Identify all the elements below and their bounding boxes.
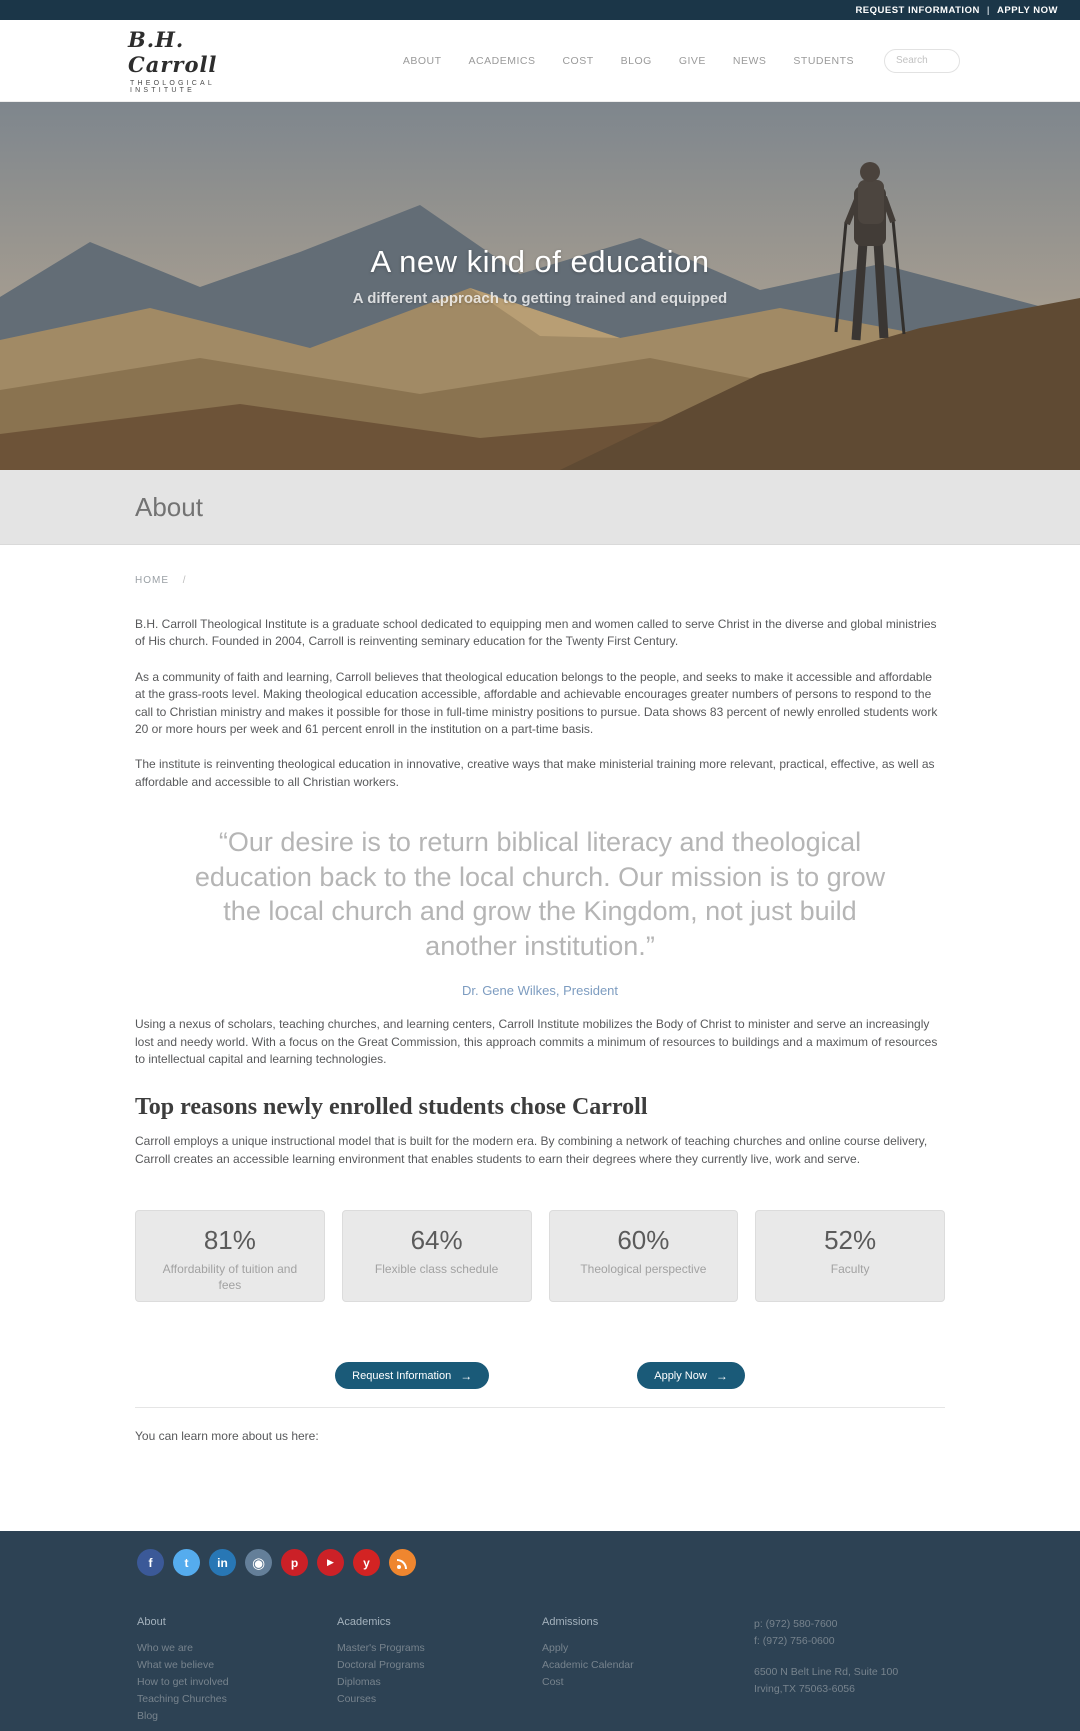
topbar <box>0 0 1080 20</box>
footer-link-academic-calendar[interactable]: Academic Calendar <box>542 1659 634 1671</box>
page-title-band <box>0 470 1080 545</box>
footer-column-about <box>137 1616 337 1725</box>
stat-card-schedule <box>342 1210 532 1302</box>
logo[interactable] <box>128 27 278 94</box>
quote-attribution[interactable]: Dr. Gene Wilkes, President <box>461 983 619 999</box>
stat-value: 52% <box>824 1225 877 1256</box>
footer-link-diplomas[interactable]: Diplomas <box>337 1676 381 1688</box>
topbar-divider: | <box>986 4 990 16</box>
intro-paragraph: B.H. Carroll Theological Institute is a graduate school dedicated to equipping men and women called to serve Christ in the diverse and global ministries of His church. Founded in 2004, Carroll is reinventing seminary education for the Twenty First Century. <box>135 617 937 649</box>
nav-blog[interactable]: BLOG <box>620 54 652 67</box>
button-label: Apply Now <box>654 1369 707 1382</box>
main-nav <box>403 55 854 67</box>
site-header <box>0 20 1080 102</box>
footer-address-line2: Irving,TX 75063-6056 <box>754 1683 855 1695</box>
hero-text-block <box>0 244 1080 307</box>
institute-paragraph: The institute is reinventing theological education in innovative, creative ways that make ministerial training more relevant, practical, effective, as well as affordable and accessible to all Christian workers. <box>135 757 935 789</box>
footer-link-what-we-believe[interactable]: What we believe <box>137 1659 215 1671</box>
nav-academics[interactable]: ACADEMICS <box>468 54 536 67</box>
footer-contact <box>754 1616 898 1725</box>
footer-link-teaching-churches[interactable]: Teaching Churches <box>137 1693 227 1705</box>
button-label: Request Information <box>352 1369 452 1382</box>
footer-link-masters-programs[interactable]: Master's Programs <box>337 1642 425 1654</box>
arrow-right-icon: → <box>460 1368 473 1383</box>
stat-label: Faculty <box>830 1262 870 1277</box>
rss-icon[interactable] <box>389 1549 416 1576</box>
stat-value: 81% <box>203 1225 256 1256</box>
instagram-glyph: ◉ <box>251 1554 266 1572</box>
stat-value: 60% <box>617 1225 670 1256</box>
footer-link-get-involved[interactable]: How to get involved <box>137 1676 229 1688</box>
reasons-heading: Top reasons newly enrolled students chose Carroll <box>135 1094 648 1121</box>
rss-glyph <box>389 1549 416 1576</box>
stats-row <box>135 1210 945 1302</box>
apply-now-link[interactable]: APPLY NOW <box>997 4 1058 16</box>
breadcrumb <box>135 545 945 586</box>
linkedin-icon[interactable]: in <box>209 1549 236 1576</box>
yelp-icon[interactable]: y <box>353 1549 380 1576</box>
footer-address-line1: 6500 N Belt Line Rd, Suite 100 <box>754 1666 899 1678</box>
footer-column-admissions <box>542 1616 754 1725</box>
hero-subtitle: A different approach to getting trained and equipped <box>352 290 728 307</box>
footer-link-apply[interactable]: Apply <box>542 1642 569 1654</box>
nav-about[interactable]: ABOUT <box>402 54 442 67</box>
page-title: About <box>135 491 203 522</box>
reasons-paragraph: Carroll employs a unique instructional model that is built for the modern era. By combining a network of teaching churches and online course delivery, Carroll creates an accessible learning environment that enables students to earn their degrees where they currently live, work and serve. <box>135 1134 928 1166</box>
section-divider <box>135 1407 945 1408</box>
footer-heading-about: About <box>137 1616 166 1628</box>
footer-columns <box>137 1616 1080 1725</box>
community-paragraph: As a community of faith and learning, Carroll believes that theological education belongs to the people, and seeks to make it accessible and affordable at the grass-roots level. Making theological education accessible, affordable and achievable encourages greater numbers of persons to respond to the call to Christian ministry and makes it possible for those in full-time ministry positions to pursue. Data shows 83 percent of newly enrolled students work 20 or more hours per week and 61 percent enroll in the institution on a part-time basis. <box>135 669 938 736</box>
cta-row <box>135 1362 945 1389</box>
stat-card-perspective <box>549 1210 739 1302</box>
nav-students[interactable]: STUDENTS <box>793 54 854 67</box>
hero-banner <box>0 102 1080 470</box>
nav-cost[interactable]: COST <box>562 54 594 67</box>
footer-link-courses[interactable]: Courses <box>337 1693 377 1705</box>
pinterest-icon[interactable]: p <box>281 1549 308 1576</box>
footer-heading-academics: Academics <box>337 1616 391 1628</box>
social-icons-row <box>137 1549 1080 1576</box>
apply-now-button[interactable] <box>637 1362 745 1389</box>
footer-link-cost[interactable]: Cost <box>542 1676 564 1688</box>
president-quote: “Our desire is to return biblical literacy and theological education back to the local church. Our mission is to grow the local church and grow the Kingdom, not just build another institution.” <box>194 827 886 961</box>
footer-heading-admissions: Admissions <box>542 1616 599 1628</box>
breadcrumb-separator: / <box>182 575 187 586</box>
footer-link-who-we-are[interactable]: Who we are <box>137 1642 194 1654</box>
nav-news[interactable]: NEWS <box>732 54 767 67</box>
search-input[interactable] <box>884 49 960 73</box>
stat-label: Theological perspective <box>580 1262 707 1277</box>
hero-title: A new kind of education <box>370 244 710 279</box>
site-footer <box>0 1531 1080 1731</box>
footer-link-blog[interactable]: Blog <box>137 1710 159 1722</box>
main-content <box>135 545 945 1531</box>
youtube-icon[interactable] <box>317 1549 344 1576</box>
arrow-right-icon: → <box>715 1368 728 1383</box>
logo-subtitle-text: THEOLOGICAL INSTITUTE <box>130 80 215 94</box>
twitter-icon[interactable]: t <box>173 1549 200 1576</box>
youtube-glyph: ▶ <box>327 1557 334 1567</box>
logo-script-text: B.H. Carroll <box>128 27 218 77</box>
stat-value: 64% <box>410 1225 463 1256</box>
request-information-link[interactable]: REQUEST INFORMATION <box>855 4 980 16</box>
stat-label: Flexible class schedule <box>374 1262 499 1277</box>
request-information-button[interactable] <box>335 1362 489 1389</box>
footer-fax: f: (972) 756-0600 <box>754 1635 835 1647</box>
breadcrumb-home-link[interactable]: HOME <box>135 575 169 586</box>
stat-card-faculty <box>755 1210 945 1302</box>
nav-give[interactable]: GIVE <box>678 54 706 67</box>
footer-link-doctoral-programs[interactable]: Doctoral Programs <box>337 1659 425 1671</box>
footer-column-academics <box>337 1616 542 1725</box>
learn-more-text: You can learn more about us here: <box>135 1429 319 1444</box>
instagram-icon[interactable] <box>245 1549 272 1576</box>
nexus-paragraph: Using a nexus of scholars, teaching churches, and learning centers, Carroll Institute mobilizes the Body of Christ to minister and serve an increasingly lost and needy world. With a focus on the Great Commission, this approach commits a minimum of resources to buildings and a maximum of resources to intellectual capital and learning technologies. <box>135 1017 938 1067</box>
footer-phone: p: (972) 580-7600 <box>754 1618 838 1630</box>
stat-card-affordability <box>135 1210 325 1302</box>
stat-label: Affordability of tuition and fees <box>162 1262 298 1292</box>
facebook-icon[interactable]: f <box>137 1549 164 1576</box>
